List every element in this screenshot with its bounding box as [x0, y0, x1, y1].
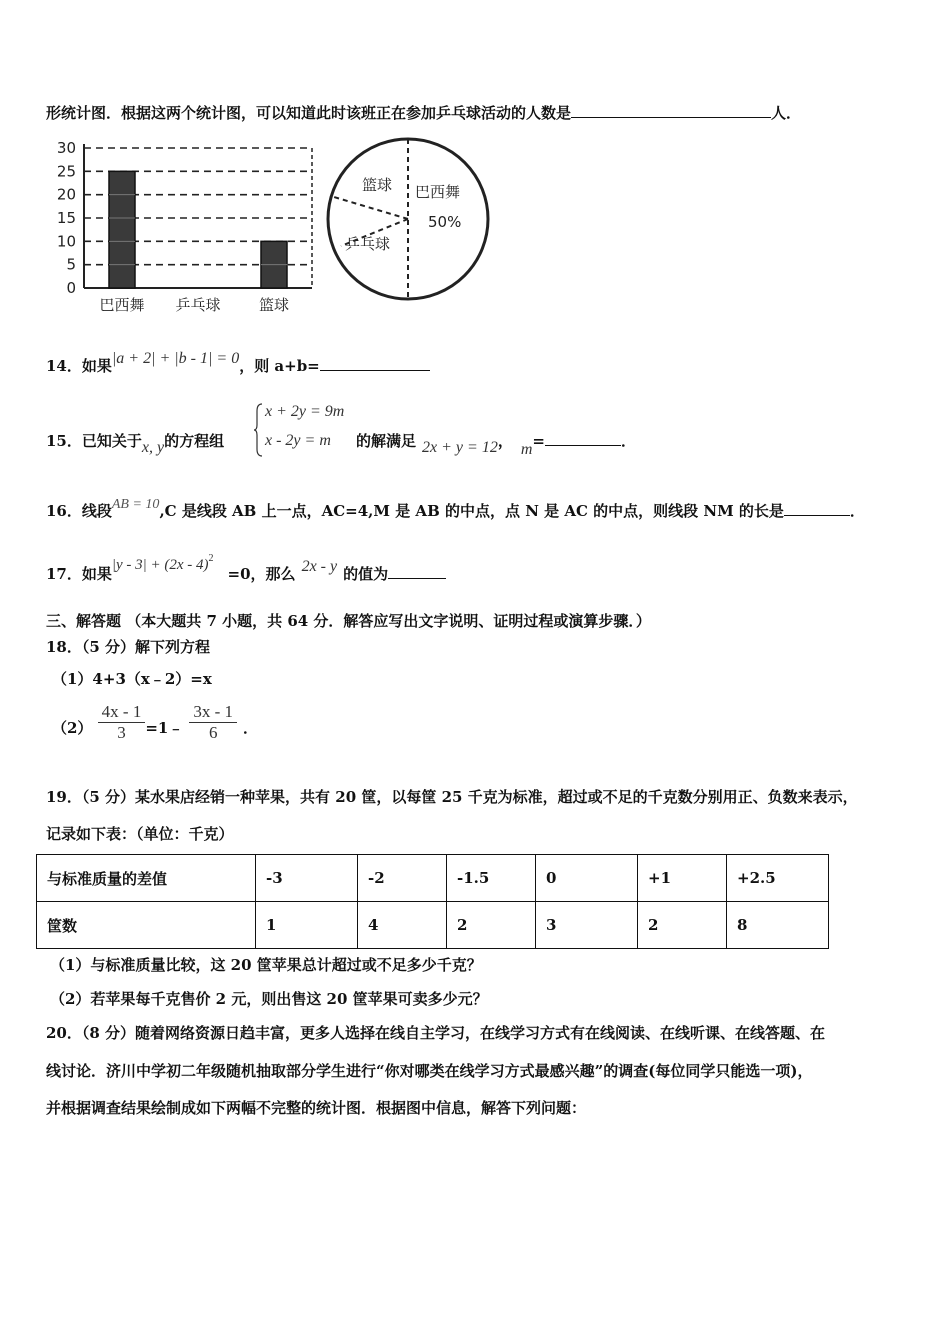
q17-mid: =0，那么: [227, 565, 296, 583]
bar-y-tick-label: 5: [66, 255, 76, 274]
table-cell: +1: [638, 855, 727, 902]
q20-line-3: 并根据调查结果绘制成如下两幅不完整的统计图．根据图中信息，解答下列问题：: [46, 1099, 587, 1117]
q15-rest: [356, 430, 636, 458]
q13-answer-blank[interactable]: [571, 117, 771, 118]
table-cell: 与标准质量的差值: [37, 855, 256, 902]
pie-label-brazil-dance: 巴西舞: [415, 183, 461, 201]
q15-comma: ，: [497, 432, 513, 450]
bar-mark: [109, 171, 135, 288]
bar-y-tick-label: 15: [56, 209, 76, 227]
q16-text: ,C 是线段 AB 上一点，AC=4,M 是 AB 的中点，点 N 是 AC 的中点，则线段 NM 的长是: [159, 502, 784, 520]
bar-y-tick-label: 25: [56, 162, 76, 181]
pie-label-percent: 50%: [428, 213, 462, 231]
q18-fraction-1: [98, 702, 146, 743]
bar-y-tick-label: 30: [56, 139, 76, 157]
table-cell: 筐数: [37, 902, 256, 949]
q14-expression: |a + 2| + |b - 1| = 0: [111, 350, 240, 367]
q14-answer-blank[interactable]: [320, 370, 430, 371]
q19-table: [36, 854, 829, 949]
q14-line: [46, 350, 430, 376]
q15-equation-2: x - 2y = m: [265, 432, 331, 449]
q16-answer-blank[interactable]: [784, 515, 850, 516]
bar-category-label: 篮球: [258, 296, 290, 314]
q15-condition: 2x + y = 12: [422, 439, 498, 456]
q19-subquestion-2: （2）若苹果每千克售价 2 元，则出售这 20 筐苹果可卖多少元？: [50, 990, 488, 1008]
q15-vars: x, y: [141, 439, 165, 456]
pie-chart: [325, 135, 500, 310]
bar-category-label: 巴西舞: [99, 296, 145, 314]
q14-tail: ，则 a+b=: [239, 357, 320, 375]
q15-mid2: 的解满足: [356, 432, 417, 450]
q15-end: ．: [620, 432, 636, 450]
q16-end: ．: [849, 502, 865, 520]
q15-equation-1: x + 2y = 9m: [265, 403, 345, 420]
q13-line: [46, 102, 801, 123]
q16-number: 16．线段: [46, 502, 112, 520]
table-row: [37, 855, 829, 902]
table-cell: 2: [447, 902, 536, 949]
q13-suffix: 人．: [771, 104, 802, 122]
q17-expression: |y - 3| + (2x - 4): [111, 557, 209, 573]
q17-answer-blank[interactable]: [388, 578, 446, 579]
q15-answer-blank[interactable]: [545, 445, 621, 446]
q19-line-2: 记录如下表：（单位：千克）: [46, 825, 234, 843]
q15-equals: =: [532, 432, 545, 450]
q20-line-2: 线讨论．济川中学初二年级随机抽取部分学生进行“你对哪类在线学习方式最感兴趣”的调查(每位同学只能选一项)，: [46, 1062, 813, 1080]
q19-line-1: 19．（5 分）某水果店经销一种苹果，共有 20 筐，以每筐 25 千克为标准，超过或不足的千克数分别用正、负数来表示，: [46, 788, 858, 806]
q15-number: 15．已知关于: [46, 432, 142, 450]
q17-line: [46, 553, 446, 584]
table-cell: -3: [256, 855, 358, 902]
q15-mid: 的方程组: [164, 432, 225, 450]
table-cell: 8: [727, 902, 829, 949]
pie-divider-basketball: [334, 197, 408, 219]
q19-subquestion-1: （1）与标准质量比较，这 20 筐苹果总计超过或不足多少千克？: [50, 956, 482, 974]
q18-part-2-end: ．: [243, 718, 259, 737]
q18-fraction-1-denominator: 3: [117, 723, 126, 742]
q18-fraction-2: [189, 702, 237, 743]
table-cell: -1.5: [447, 855, 536, 902]
q18-fraction-2-denominator: 6: [208, 723, 218, 742]
q16-line: [46, 497, 865, 521]
table-cell: 2: [638, 902, 727, 949]
bar-chart: [50, 130, 320, 320]
table-cell: 1: [256, 902, 358, 949]
table-cell: 3: [536, 902, 638, 949]
q18-part-1: （1）4+3（x﹣2）=x: [52, 670, 212, 688]
bar-y-tick-label: 10: [56, 232, 76, 251]
pie-label-pingpong: 乒乓球: [345, 235, 391, 253]
q18-title: 18．（5 分）解下列方程: [46, 638, 211, 656]
q15-m: m: [520, 441, 533, 458]
q13-text: 形统计图．根据这两个统计图，可以知道此时该班正在参加乒乓球活动的人数是: [46, 104, 572, 122]
q18-part-2-label: （2）: [52, 718, 93, 737]
section-3-heading: 三、解答题 （本大题共 7 小题，共 64 分．解答应写出文字说明、证明过程或演算步骤．）: [46, 612, 651, 630]
q18-part-2-mid: =1﹣: [145, 718, 184, 737]
table-cell: 4: [358, 902, 447, 949]
q17-exponent: 2: [208, 553, 214, 564]
q18-fraction-1-numerator: 4x - 1: [98, 702, 146, 723]
table-cell: -2: [358, 855, 447, 902]
table-cell: +2.5: [727, 855, 829, 902]
q15-line: [46, 430, 225, 456]
q17-expression-2: 2x - y: [301, 558, 338, 575]
table-row: [37, 902, 829, 949]
q15-brace: [254, 403, 262, 455]
bar-y-tick-label: 20: [56, 185, 76, 204]
q14-number: 14．如果: [46, 357, 112, 375]
q17-tail: 的值为: [343, 565, 389, 583]
q16-ab-expression: AB = 10: [111, 497, 160, 512]
q20-line-1: 20．（8 分）随着网络资源日趋丰富，更多人选择在线自主学习，在线学习方式有在线阅读、在线听课、在线答题、在: [46, 1024, 826, 1042]
pie-label-basketball: 篮球: [362, 176, 393, 194]
bar-category-label: 乒乓球: [175, 296, 221, 314]
q17-number: 17．如果: [46, 565, 112, 583]
q18-fraction-2-numerator: 3x - 1: [189, 702, 237, 723]
q18-part-2: [52, 702, 258, 743]
bar-y-tick-label: 0: [66, 279, 76, 297]
table-cell: 0: [536, 855, 638, 902]
